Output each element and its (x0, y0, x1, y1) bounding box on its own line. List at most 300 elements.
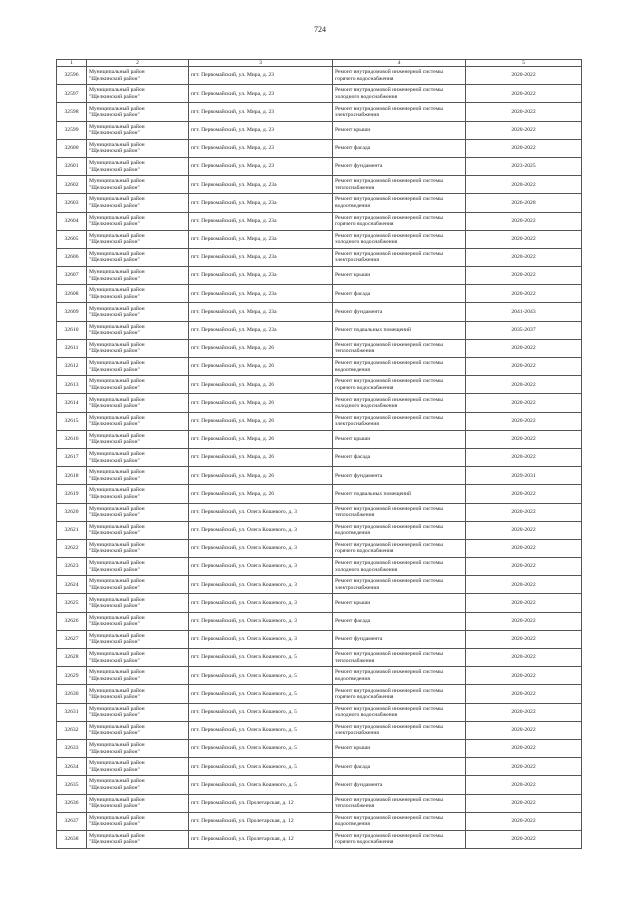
period-cell: 2035-2037 (466, 321, 582, 339)
work-type-cell (333, 521, 466, 539)
table-row (57, 612, 582, 630)
municipality-line-1: Муниципальный район (89, 269, 145, 276)
address-cell: пгт. Первомайский, ул. Олега Кошевого, д. 3 (189, 576, 333, 594)
row-number-cell: 32610 (57, 321, 87, 339)
work-type-cell (333, 739, 466, 757)
municipality-line-1: Муниципальный район (89, 723, 145, 730)
table-row (57, 194, 582, 212)
municipality-cell (87, 739, 189, 757)
municipality-cell (87, 339, 189, 357)
municipality-line-2: "Щелкинский район" (89, 148, 140, 155)
address-cell: пгт. Первомайский, ул. Мира, д. 26 (189, 376, 333, 394)
table-row (57, 812, 582, 830)
table-row (57, 430, 582, 448)
work-type-cell (333, 248, 466, 266)
work-type-cell (333, 430, 466, 448)
municipality-line-2: "Щелкинский район" (89, 439, 140, 446)
period-cell: 2020-2022 (466, 430, 582, 448)
municipality-line-1: Муниципальный район (89, 614, 145, 621)
municipality-cell (87, 485, 189, 503)
row-number-cell: 32634 (57, 758, 87, 776)
municipality-line-1: Муниципальный район (89, 105, 145, 112)
work-type-cell (333, 758, 466, 776)
municipality-line-2: "Щелкинский район" (89, 166, 140, 173)
work-type-line-2: теплоснабжения (335, 657, 375, 664)
municipality-line-1: Муниципальный район (89, 396, 145, 403)
municipality-cell (87, 285, 189, 303)
work-type-line-2: холодного водоснабжения (335, 712, 398, 719)
municipality-cell (87, 430, 189, 448)
municipality-line-1: Муниципальный район (89, 505, 145, 512)
work-type-line-1: Ремонт внутридомовой инженерной системы (335, 214, 443, 221)
municipality-cell (87, 67, 189, 85)
address-cell: пгт. Первомайский, ул. Мира, д. 23 (189, 121, 333, 139)
period-cell: 2020-2022 (466, 776, 582, 794)
work-type-line-1: Ремонт внутридомовой инженерной системы (335, 651, 443, 658)
row-number-cell: 32606 (57, 248, 87, 266)
row-number-cell: 32630 (57, 685, 87, 703)
work-type-line-1: Ремонт внутридомовой инженерной системы (335, 705, 443, 712)
table-row (57, 67, 582, 85)
municipality-line-1: Муниципальный район (89, 160, 145, 167)
row-number-cell: 32636 (57, 794, 87, 812)
work-type-line-2: теплоснабжения (335, 348, 375, 355)
work-type-line-1: Ремонт внутридомовой инженерной системы (335, 360, 443, 367)
municipality-cell (87, 812, 189, 830)
municipality-line-2: "Щелкинский район" (89, 621, 140, 628)
table-row (57, 212, 582, 230)
municipality-cell (87, 521, 189, 539)
municipality-line-1: Муниципальный район (89, 796, 145, 803)
work-type-line-1: Ремонт внутридомовой инженерной системы (335, 687, 443, 694)
period-cell: 2020-2022 (466, 649, 582, 667)
row-number-cell: 32617 (57, 448, 87, 466)
address-cell: пгт. Первомайский, ул. Мира, д. 26 (189, 412, 333, 430)
period-cell: 2020-2022 (466, 721, 582, 739)
column-number-row (57, 60, 582, 67)
municipality-line-1: Муниципальный район (89, 360, 145, 367)
period-cell: 2020-2022 (466, 121, 582, 139)
municipality-cell (87, 667, 189, 685)
work-type-line-1: Ремонт фундамента (335, 781, 383, 788)
work-type-cell (333, 576, 466, 594)
period-cell: 2020-2022 (466, 485, 582, 503)
municipality-line-2: "Щелкинский район" (89, 366, 140, 373)
address-cell: пгт. Первомайский, ул. Пролетарская, д. 12 (189, 812, 333, 830)
row-number-cell: 32600 (57, 139, 87, 157)
work-type-line-2: горячего водоснабжения (335, 75, 394, 82)
table-row (57, 758, 582, 776)
row-number-cell: 32602 (57, 176, 87, 194)
work-type-cell (333, 503, 466, 521)
period-cell: 2020-2022 (466, 812, 582, 830)
address-cell: пгт. Первомайский, ул. Олега Кошевого, д. 5 (189, 685, 333, 703)
address-cell: пгт. Первомайский, ул. Мира, д. 26 (189, 448, 333, 466)
municipality-line-1: Муниципальный район (89, 414, 145, 421)
address-cell: пгт. Первомайский, ул. Мира, д. 23 (189, 103, 333, 121)
row-number-cell: 32632 (57, 721, 87, 739)
municipality-cell (87, 412, 189, 430)
work-type-line-2: водоотведения (335, 675, 370, 682)
work-type-cell (333, 685, 466, 703)
table-row (57, 739, 582, 757)
municipality-line-2: "Щелкинский район" (89, 675, 140, 682)
row-number-cell: 32599 (57, 121, 87, 139)
table-row (57, 85, 582, 103)
row-number-cell: 32631 (57, 703, 87, 721)
capital-repair-table (56, 59, 582, 849)
period-cell: 2020-2022 (466, 448, 582, 466)
municipality-line-2: "Щелкинский район" (89, 639, 140, 646)
row-number-cell: 32616 (57, 430, 87, 448)
municipality-line-1: Муниципальный район (89, 523, 145, 530)
work-type-line-2: электроснабжения (335, 421, 379, 428)
row-number-cell: 32613 (57, 376, 87, 394)
work-type-line-1: Ремонт подвальных помещений (335, 490, 412, 497)
municipality-line-1: Муниципальный район (89, 833, 145, 840)
work-type-cell (333, 539, 466, 557)
page-number: 724 (314, 25, 326, 34)
work-type-line-1: Ремонт внутридомовой инженерной системы (335, 578, 443, 585)
work-type-cell (333, 412, 466, 430)
row-number-cell: 32622 (57, 539, 87, 557)
work-type-line-2: холодного водоснабжения (335, 239, 398, 246)
period-cell: 2020-2022 (466, 67, 582, 85)
work-type-line-2: теплоснабжения (335, 184, 375, 191)
table-row (57, 285, 582, 303)
column-header: 4 (333, 60, 466, 67)
municipality-cell (87, 194, 189, 212)
address-cell: пгт. Первомайский, ул. Мира, д. 23а (189, 303, 333, 321)
table-row (57, 339, 582, 357)
work-type-line-1: Ремонт внутридомовой инженерной системы (335, 814, 443, 821)
period-cell: 2020-2022 (466, 358, 582, 376)
period-cell: 2020-2022 (466, 630, 582, 648)
work-type-line-1: Ремонт внутридомовой инженерной системы (335, 196, 443, 203)
row-number-cell: 32623 (57, 558, 87, 576)
work-type-cell (333, 358, 466, 376)
table-row (57, 830, 582, 848)
row-number-cell: 32611 (57, 339, 87, 357)
address-cell: пгт. Первомайский, ул. Олега Кошевого, д. 5 (189, 739, 333, 757)
column-header: 2 (87, 60, 189, 67)
work-type-cell (333, 721, 466, 739)
work-type-line-2: водоотведения (335, 530, 370, 537)
work-type-cell (333, 176, 466, 194)
municipality-cell (87, 467, 189, 485)
work-type-line-1: Ремонт крыши (335, 126, 371, 133)
address-cell: пгт. Первомайский, ул. Мира, д. 23 (189, 67, 333, 85)
row-number-cell: 32618 (57, 467, 87, 485)
table-row (57, 358, 582, 376)
municipality-line-1: Муниципальный район (89, 141, 145, 148)
municipality-cell (87, 157, 189, 175)
municipality-line-2: "Щелкинский район" (89, 603, 140, 610)
table-row (57, 176, 582, 194)
work-type-line-1: Ремонт фундамента (335, 308, 383, 315)
table-row (57, 485, 582, 503)
municipality-line-2: "Щелкинский район" (89, 475, 140, 482)
municipality-line-1: Муниципальный район (89, 778, 145, 785)
period-cell: 2020-2022 (466, 103, 582, 121)
municipality-line-2: "Щелкинский район" (89, 75, 140, 82)
work-type-cell (333, 85, 466, 103)
municipality-line-2: "Щелкинский район" (89, 803, 140, 810)
work-type-line-1: Ремонт внутридомовой инженерной системы (335, 560, 443, 567)
period-cell: 2020-2022 (466, 248, 582, 266)
municipality-line-2: "Щелкинский район" (89, 312, 140, 319)
work-type-line-1: Ремонт внутридомовой инженерной системы (335, 341, 443, 348)
work-type-cell (333, 467, 466, 485)
table-row (57, 558, 582, 576)
work-type-line-2: холодного водоснабжения (335, 566, 398, 573)
row-number-cell: 32608 (57, 285, 87, 303)
municipality-line-2: "Щелкинский район" (89, 257, 140, 264)
address-cell: пгт. Первомайский, ул. Мира, д. 26 (189, 485, 333, 503)
period-cell: 2020-2022 (466, 576, 582, 594)
municipality-line-1: Муниципальный район (89, 687, 145, 694)
municipality-line-2: "Щелкинский район" (89, 657, 140, 664)
address-cell: пгт. Первомайский, ул. Мира, д. 23 (189, 157, 333, 175)
address-cell: пгт. Первомайский, ул. Олега Кошевого, д. 5 (189, 776, 333, 794)
municipality-line-2: "Щелкинский район" (89, 784, 140, 791)
table-row (57, 303, 582, 321)
municipality-line-2: "Щелкинский район" (89, 693, 140, 700)
period-cell: 2029-2031 (466, 467, 582, 485)
table-row (57, 794, 582, 812)
municipality-line-2: "Щелкинский район" (89, 93, 140, 100)
period-cell: 2020-2022 (466, 739, 582, 757)
row-number-cell: 32614 (57, 394, 87, 412)
table-row (57, 267, 582, 285)
municipality-cell (87, 630, 189, 648)
municipality-line-2: "Щелкинский район" (89, 330, 140, 337)
municipality-line-1: Муниципальный район (89, 196, 145, 203)
municipality-line-2: "Щелкинский район" (89, 839, 140, 846)
municipality-line-2: "Щелкинский район" (89, 566, 140, 573)
municipality-line-2: "Щелкинский район" (89, 202, 140, 209)
work-type-cell (333, 448, 466, 466)
municipality-line-2: "Щелкинский район" (89, 111, 140, 118)
work-type-cell (333, 558, 466, 576)
municipality-cell (87, 503, 189, 521)
work-type-cell (333, 794, 466, 812)
work-type-cell (333, 157, 466, 175)
municipality-line-2: "Щелкинский район" (89, 239, 140, 246)
table-row (57, 248, 582, 266)
period-cell: 2020-2022 (466, 703, 582, 721)
work-type-line-2: электроснабжения (335, 730, 379, 737)
work-type-line-1: Ремонт подвальных помещений (335, 327, 412, 333)
address-cell: пгт. Первомайский, ул. Мира, д. 23а (189, 248, 333, 266)
municipality-line-1: Муниципальный район (89, 760, 145, 767)
address-cell: пгт. Первомайский, ул. Олега Кошевого, д. 5 (189, 721, 333, 739)
municipality-line-2: "Щелкинский район" (89, 512, 140, 519)
work-type-line-2: горячего водоснабжения (335, 693, 394, 700)
municipality-cell (87, 321, 189, 339)
work-type-cell (333, 194, 466, 212)
municipality-line-2: "Щелкинский район" (89, 748, 140, 755)
work-type-line-1: Ремонт фасада (335, 290, 371, 297)
municipality-cell (87, 230, 189, 248)
period-cell: 2020-2022 (466, 521, 582, 539)
work-type-cell (333, 139, 466, 157)
municipality-line-1: Муниципальный район (89, 69, 145, 76)
municipality-line-2: "Щелкинский район" (89, 821, 140, 828)
municipality-cell (87, 649, 189, 667)
address-cell: пгт. Первомайский, ул. Мира, д. 26 (189, 339, 333, 357)
address-cell: пгт. Первомайский, ул. Мира, д. 26 (189, 467, 333, 485)
address-cell: пгт. Первомайский, ул. Мира, д. 23 (189, 139, 333, 157)
municipality-line-2: "Щелкинский район" (89, 130, 140, 137)
municipality-cell (87, 248, 189, 266)
table-row (57, 121, 582, 139)
address-cell: пгт. Первомайский, ул. Олега Кошевого, д. 5 (189, 703, 333, 721)
municipality-cell (87, 558, 189, 576)
work-type-line-2: горячего водоснабжения (335, 839, 394, 846)
work-type-line-1: Ремонт фасада (335, 145, 371, 152)
municipality-line-1: Муниципальный район (89, 214, 145, 221)
municipality-line-1: Муниципальный район (89, 323, 145, 330)
address-cell: пгт. Первомайский, ул. Пролетарская, д. 12 (189, 794, 333, 812)
address-cell: пгт. Первомайский, ул. Мира, д. 23а (189, 285, 333, 303)
work-type-line-1: Ремонт внутридомовой инженерной системы (335, 232, 443, 239)
address-cell: пгт. Первомайский, ул. Мира, д. 26 (189, 430, 333, 448)
period-cell: 2020-2022 (466, 339, 582, 357)
work-type-cell (333, 612, 466, 630)
address-cell: пгт. Первомайский, ул. Олега Кошевого, д. 5 (189, 649, 333, 667)
address-cell: пгт. Первомайский, ул. Мира, д. 23а (189, 194, 333, 212)
municipality-cell (87, 448, 189, 466)
row-number-cell: 32619 (57, 485, 87, 503)
municipality-cell (87, 721, 189, 739)
municipality-line-2: "Щелкинский район" (89, 530, 140, 537)
work-type-line-1: Ремонт фасада (335, 618, 371, 624)
work-type-line-1: Ремонт внутридомовой инженерной системы (335, 833, 443, 840)
table-row (57, 521, 582, 539)
address-cell: пгт. Первомайский, ул. Мира, д. 26 (189, 394, 333, 412)
address-cell: пгт. Первомайский, ул. Мира, д. 23а (189, 321, 333, 339)
table-row (57, 139, 582, 157)
period-cell: 2020-2022 (466, 667, 582, 685)
work-type-cell (333, 830, 466, 848)
column-header: 1 (57, 60, 87, 67)
work-type-line-1: Ремонт крыши (335, 272, 371, 279)
work-type-cell (333, 630, 466, 648)
row-number-cell: 32629 (57, 667, 87, 685)
row-number-cell: 32628 (57, 649, 87, 667)
address-cell: пгт. Первомайский, ул. Олега Кошевого, д. 3 (189, 630, 333, 648)
municipality-line-1: Муниципальный район (89, 469, 145, 476)
table-row (57, 376, 582, 394)
municipality-line-2: "Щелкинский район" (89, 221, 140, 228)
row-number-cell: 32597 (57, 85, 87, 103)
municipality-line-2: "Щелкинский район" (89, 275, 140, 282)
table-row (57, 576, 582, 594)
work-type-cell (333, 267, 466, 285)
table-row (57, 103, 582, 121)
period-cell: 2020-2022 (466, 212, 582, 230)
work-type-cell (333, 121, 466, 139)
municipality-cell (87, 176, 189, 194)
municipality-line-2: "Щелкинский район" (89, 766, 140, 773)
row-number-cell: 32596 (57, 67, 87, 85)
municipality-line-2: "Щелкинский район" (89, 584, 140, 591)
work-type-line-1: Ремонт внутридомовой инженерной системы (335, 378, 443, 385)
work-type-cell (333, 303, 466, 321)
municipality-line-1: Муниципальный район (89, 814, 145, 821)
work-type-line-2: электроснабжения (335, 584, 379, 591)
municipality-cell (87, 794, 189, 812)
work-type-line-1: Ремонт внутридомовой инженерной системы (335, 178, 443, 185)
work-type-line-1: Ремонт фасада (335, 454, 371, 461)
table-row (57, 685, 582, 703)
municipality-cell (87, 212, 189, 230)
work-type-line-2: водоотведения (335, 366, 370, 373)
municipality-line-1: Муниципальный район (89, 378, 145, 385)
row-number-cell: 32604 (57, 212, 87, 230)
work-type-cell (333, 212, 466, 230)
work-type-cell (333, 103, 466, 121)
municipality-cell (87, 303, 189, 321)
municipality-line-2: "Щелкинский район" (89, 493, 140, 500)
table-row (57, 448, 582, 466)
address-cell: пгт. Первомайский, ул. Олега Кошевого, д. 3 (189, 539, 333, 557)
work-type-line-2: водоотведения (335, 202, 370, 209)
period-cell: 2020-2022 (466, 230, 582, 248)
row-number-cell: 32612 (57, 358, 87, 376)
period-cell: 2020-2022 (466, 285, 582, 303)
address-cell: пгт. Первомайский, ул. Олега Кошевого, д. 3 (189, 594, 333, 612)
municipality-cell (87, 685, 189, 703)
row-number-cell: 32635 (57, 776, 87, 794)
work-type-line-1: Ремонт крыши (335, 745, 371, 752)
table-row (57, 230, 582, 248)
row-number-cell: 32621 (57, 521, 87, 539)
table-row (57, 394, 582, 412)
work-type-cell (333, 812, 466, 830)
address-cell: пгт. Первомайский, ул. Мира, д. 23 (189, 85, 333, 103)
table-row (57, 649, 582, 667)
municipality-line-2: "Щелкинский район" (89, 730, 140, 737)
table-row (57, 667, 582, 685)
municipality-line-1: Муниципальный район (89, 669, 145, 676)
row-number-cell: 32609 (57, 303, 87, 321)
work-type-line-1: Ремонт фундамента (335, 636, 383, 643)
work-type-line-1: Ремонт внутридомовой инженерной системы (335, 723, 443, 730)
work-type-line-2: теплоснабжения (335, 512, 375, 519)
work-type-line-1: Ремонт фасада (335, 763, 371, 770)
work-type-line-1: Ремонт внутридомовой инженерной системы (335, 251, 443, 258)
table-row (57, 157, 582, 175)
period-cell: 2020-2022 (466, 412, 582, 430)
address-cell: пгт. Первомайский, ул. Мира, д. 23а (189, 230, 333, 248)
row-number-cell: 32598 (57, 103, 87, 121)
table-body (57, 67, 582, 849)
row-number-cell: 32603 (57, 194, 87, 212)
column-header: 3 (189, 60, 333, 67)
municipality-line-1: Муниципальный район (89, 341, 145, 348)
period-cell: 2020-2022 (466, 612, 582, 630)
work-type-line-1: Ремонт внутридомовой инженерной системы (335, 523, 443, 530)
work-type-cell (333, 376, 466, 394)
work-type-line-1: Ремонт внутридомовой инженерной системы (335, 796, 443, 803)
column-header: 5 (466, 60, 582, 67)
work-type-cell (333, 321, 466, 339)
municipality-line-1: Муниципальный район (89, 596, 145, 603)
row-number-cell: 32633 (57, 739, 87, 757)
municipality-line-1: Муниципальный район (89, 232, 145, 239)
